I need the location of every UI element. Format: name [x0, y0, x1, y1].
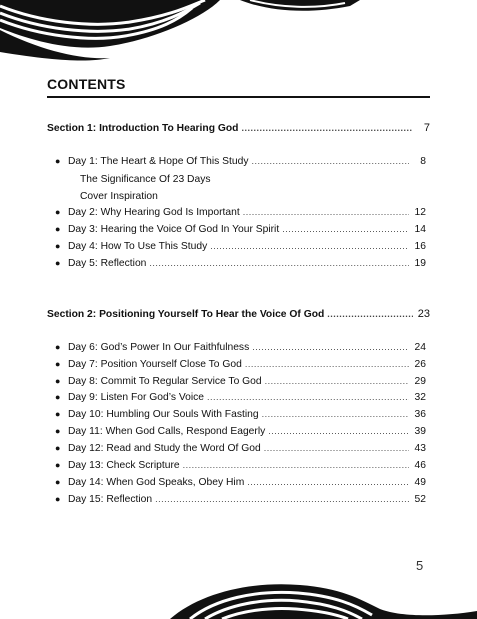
bullet-icon: ●: [55, 342, 61, 352]
toc-subitem[interactable]: [80, 174, 380, 190]
toc-item-label: Day 10: Humbling Our Souls With Fasting: [68, 409, 259, 420]
toc-item-page: 32: [414, 392, 426, 403]
toc-item[interactable]: [55, 241, 426, 257]
toc-item-label: Day 1: The Heart & Hope Of This Study: [68, 156, 249, 167]
toc-section-1-page: 7: [423, 122, 430, 134]
bullet-icon: ●: [55, 426, 61, 436]
bullet-icon: ●: [55, 460, 61, 470]
toc-item[interactable]: [55, 342, 426, 358]
leader-dots: [210, 241, 409, 251]
leader-dots: [327, 309, 413, 319]
bullet-icon: ●: [55, 224, 61, 234]
toc-section-2-label: Section 2: Positioning Yourself To Hear the Voice Of God: [47, 309, 325, 320]
toc-item[interactable]: [55, 409, 426, 425]
toc-item-page: 12: [414, 207, 426, 218]
toc-item-page: 39: [414, 426, 426, 437]
toc-item-page: 16: [414, 241, 426, 252]
toc-item-page: 49: [414, 477, 426, 488]
leader-dots: [251, 156, 409, 166]
toc-item-page: 46: [414, 460, 426, 471]
toc-subitem-label: The Significance Of 23 Days: [80, 174, 211, 185]
bullet-icon: ●: [55, 494, 61, 504]
page-number: 5: [416, 558, 424, 573]
leader-dots: [265, 376, 409, 386]
toc-section-1-label: Section 1: Introduction To Hearing God: [47, 123, 239, 134]
leader-dots: [245, 359, 409, 369]
toc-item[interactable]: [55, 494, 426, 510]
bullet-icon: ●: [55, 156, 61, 166]
toc-item-label: Day 3: Hearing the Voice Of God In Your Spirit: [68, 224, 280, 235]
bullet-icon: ●: [55, 241, 61, 251]
bullet-icon: ●: [55, 477, 61, 487]
toc-item[interactable]: [55, 392, 426, 408]
toc-item[interactable]: [55, 359, 426, 375]
leader-dots: [247, 477, 409, 487]
toc-item-label: Day 15: Reflection: [68, 494, 153, 505]
toc-item[interactable]: [55, 156, 426, 172]
bottom-wave-decoration: [0, 573, 477, 619]
top-wave-decoration: [0, 0, 477, 62]
toc-item-label: Day 2: Why Hearing God Is Important: [68, 207, 240, 218]
toc-item-page: 8: [420, 156, 426, 167]
leader-dots: [241, 123, 413, 133]
leader-dots: [149, 258, 409, 268]
bullet-icon: ●: [55, 359, 61, 369]
contents-heading: CONTENTS: [47, 76, 126, 92]
bullet-icon: ●: [55, 376, 61, 386]
leader-dots: [264, 443, 409, 453]
leader-dots: [207, 392, 409, 402]
toc-section-1[interactable]: [47, 122, 430, 138]
toc-item-label: Day 6: God’s Power In Our Faithfulness: [68, 342, 250, 353]
toc-item-page: 14: [414, 224, 426, 235]
toc-item[interactable]: [55, 376, 426, 392]
toc-item[interactable]: [55, 477, 426, 493]
toc-item-page: 52: [414, 494, 426, 505]
leader-dots: [262, 409, 409, 419]
toc-item-page: 26: [414, 359, 426, 370]
bullet-icon: ●: [55, 443, 61, 453]
toc-item[interactable]: [55, 224, 426, 240]
bullet-icon: ●: [55, 409, 61, 419]
leader-dots: [243, 207, 409, 217]
toc-item-page: 24: [414, 342, 426, 353]
bullet-icon: ●: [55, 258, 61, 268]
leader-dots: [183, 460, 409, 470]
toc-item-page: 43: [414, 443, 426, 454]
toc-item[interactable]: [55, 207, 426, 223]
toc-item[interactable]: [55, 426, 426, 442]
leader-dots: [282, 224, 409, 234]
toc-item-label: Day 11: When God Calls, Respond Eagerly: [68, 426, 266, 437]
toc-subitem[interactable]: [80, 191, 380, 207]
toc-item[interactable]: [55, 258, 426, 274]
toc-item-label: Day 7: Position Yourself Close To God: [68, 359, 242, 370]
toc-section-2[interactable]: [47, 308, 430, 324]
toc-item-label: Day 14: When God Speaks, Obey Him: [68, 477, 245, 488]
bullet-icon: ●: [55, 207, 61, 217]
toc-item[interactable]: [55, 443, 426, 459]
toc-item-label: Day 13: Check Scripture: [68, 460, 180, 471]
leader-dots: [155, 494, 409, 504]
toc-item-label: Day 12: Read and Study the Word Of God: [68, 443, 261, 454]
heading-divider: [47, 96, 430, 98]
bullet-icon: ●: [55, 392, 61, 402]
toc-item-page: 36: [414, 409, 426, 420]
toc-item-label: Day 4: How To Use This Study: [68, 241, 208, 252]
leader-dots: [252, 342, 409, 352]
toc-section-2-page: 23: [417, 308, 430, 320]
toc-item-page: 29: [414, 376, 426, 387]
toc-subitem-label: Cover Inspiration: [80, 191, 158, 202]
toc-item-label: Day 8: Commit To Regular Service To God: [68, 376, 262, 387]
toc-item-label: Day 5: Reflection: [68, 258, 147, 269]
toc-item[interactable]: [55, 460, 426, 476]
toc-item-page: 19: [414, 258, 426, 269]
leader-dots: [268, 426, 409, 436]
toc-item-label: Day 9: Listen For God’s Voice: [68, 392, 205, 403]
